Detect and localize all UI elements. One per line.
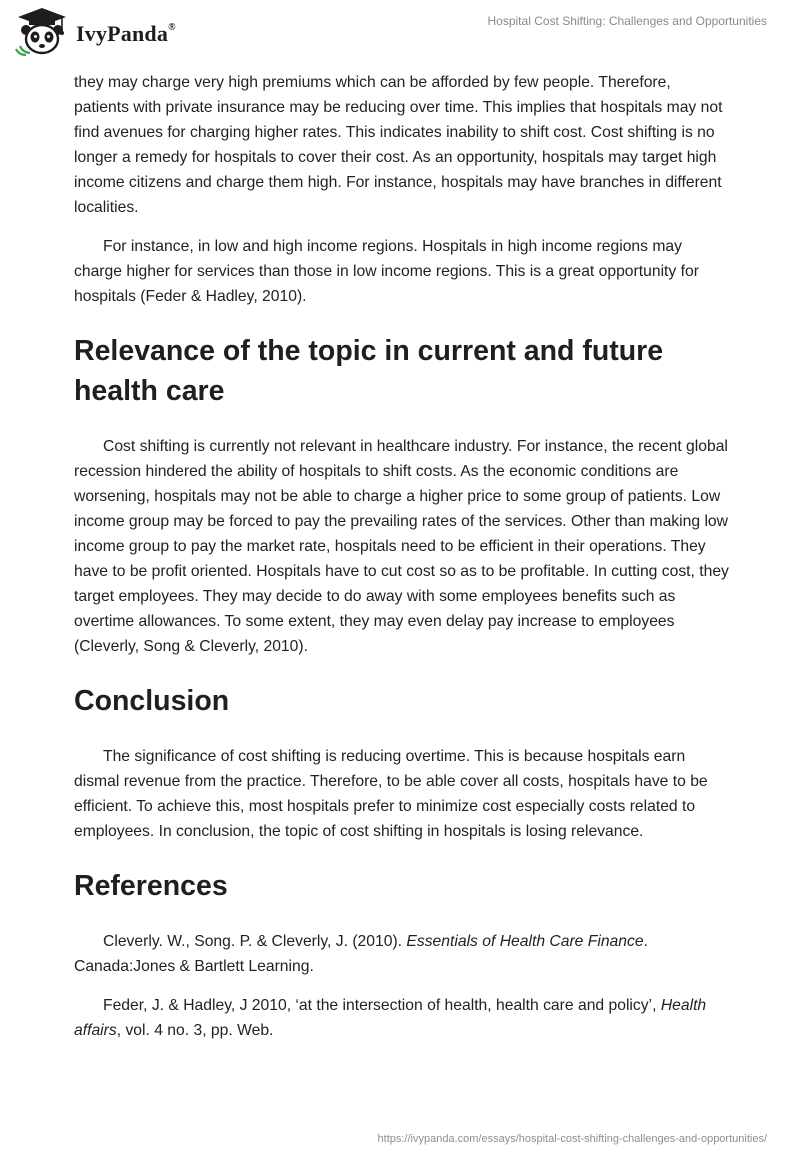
ivypanda-logo[interactable] bbox=[14, 6, 176, 58]
section-heading-relevance: Relevance of the topic in current and future health care bbox=[74, 335, 664, 407]
registered-mark: ® bbox=[168, 21, 176, 33]
body-paragraph: they may charge very high premiums which can be afforded by few people. Therefore, patients with private insurance may be reducing over time. This implies that hospitals may not find avenues for charging higher rates. This indicates inability to shift cost. Cost shifting is no longer a remedy for hospitals to cover their cost. As an opportunity, hospitals may target high income citizens and charge them high. For instance, hospitals may have branches in different localities. bbox=[74, 74, 723, 216]
brand-name: IvyPanda® bbox=[76, 21, 176, 46]
body-paragraph: Cost shifting is currently not relevant in healthcare industry. For instance, the recent global recession hindered the ability of hospitals to shift costs. As the economic conditions are worsening, hospitals may not be able to charge a higher price to some group of patients. Low income group may be forced to pay the prevailing rates of the services. Other than making low income group to pay the market rate, hospitals need to be efficient in their operations. They have to be profit oriented. Hospitals have to cut cost so as to be profitable. In cutting cost, they target employees. They may decide to do away with some employees benefits such as overtime allowances. To some extent, they may even delay pay increase to employees (Cleverly, Song & Cleverly, 2010). bbox=[74, 438, 729, 655]
document-title: Hospital Cost Shifting: Challenges and Opportunities bbox=[487, 14, 767, 28]
section-heading-references: References bbox=[74, 870, 228, 902]
reference-entry: Cleverly. W., Song. P. & Cleverly, J. (2010). Essentials of Health Care Finance. Canada:Jones & Bartlett Learning. bbox=[74, 933, 648, 975]
body-paragraph: The significance of cost shifting is reducing overtime. This is because hospitals earn dismal revenue from the practice. Therefore, to be able cover all costs, hospitals have to be efficient. To achieve this, most hospitals prefer to minimize cost especially costs related to employees. In conclusion, the topic of cost shifting in hospitals is losing relevance. bbox=[74, 748, 708, 840]
source-url[interactable]: https://ivypanda.com/essays/hospital-cost-shifting-challenges-and-opportunities/ bbox=[377, 1133, 767, 1145]
body-paragraph: For instance, in low and high income regions. Hospitals in high income regions may charge higher for services than those in low income regions. This is a great opportunity for hospitals (Feder & Hadley, 2010). bbox=[74, 238, 699, 305]
reference-entry: Feder, J. & Hadley, J 2010, ‘at the intersection of health, health care and policy’, Health affairs, vol. 4 no. 3, pp. Web. bbox=[74, 997, 707, 1039]
reference-title: Health affairs bbox=[74, 997, 707, 1039]
reference-title: Essentials of Health Care Finance bbox=[406, 933, 644, 950]
page-header bbox=[0, 0, 800, 66]
section-heading-conclusion: Conclusion bbox=[74, 685, 230, 717]
essay-content bbox=[74, 70, 730, 1043]
panda-graduate-icon bbox=[14, 6, 70, 58]
